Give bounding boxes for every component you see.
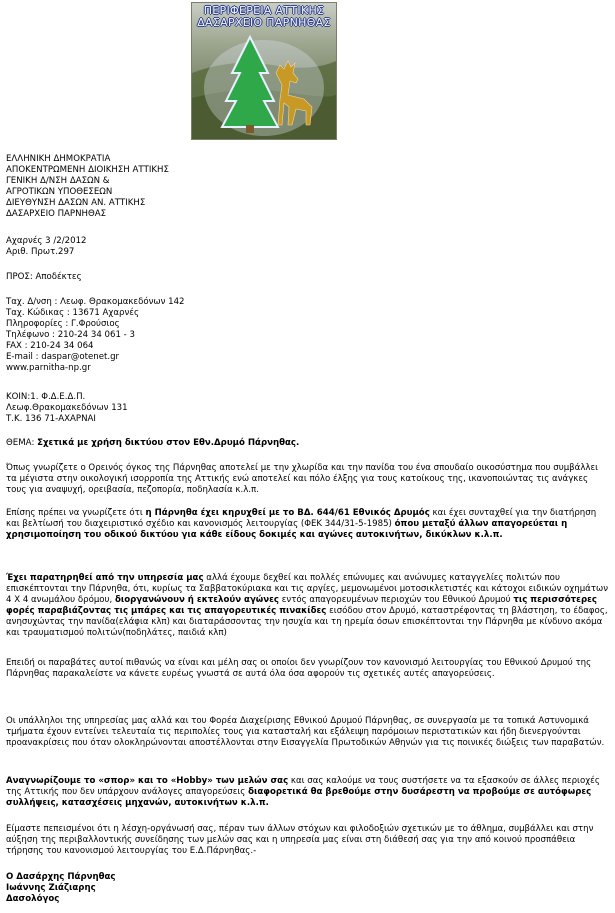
subject [6, 438, 612, 449]
paragraph-text: εισόδου στον Δρυμό, καταστρέφοντας τη βλάστηση, το έδαφος, ανησυχώντας την πανίδα(ελάφια κλπ) και διαταράσσοντας την ησυχία και τη ηρεμία όσων επισκέπτονται την Πάρνηθα με κίνδυνο ακόμα και τραυματισμού πολιτών(ποδηλάτες, παιδιά κλπ) [6, 606, 608, 638]
paragraph-text: αλλά έχουμε δεχθεί και πολλές επώνυμες και ανώνυμες καταγγελίες πολιτών που επισκέπτονται την Πάρνηθα, ότι, κυρίως τα Σαββατοκύριακα και τις αργίες, μεμονωμένοι μοτοσικλετιστές και κάτοχοι ειδικών οχημάτων 4 Χ 4 ανωμάλου δρόμου, [6, 573, 609, 605]
paragraph-text: Οι υπάλληλοι της υπηρεσίας μας αλλά και του Φορέα Διαχείρισης Εθνικού Δρυμού Πάρνηθας, σε συνεργασία με τα τοπικά Αστυνομικά τμήματα έχουν εντείνει τελευταία τις περιπολίες τους για κατασταλή και εξάλειψη παρόμοιων περιστατικών και ήδη διενεργούνται προανακρίσεις που όταν ολοκληρώνονται αποστέλλονται στην Εισαγγελία Πρωτοδικών Αθηνών για τις ποινικές διώξεις των παραβατών. [6, 716, 605, 748]
paragraph-4 [6, 658, 610, 680]
koin-block [6, 392, 612, 425]
subject-label: ΘΕΜΑ: [6, 438, 38, 448]
paragraph-2 [6, 508, 610, 541]
subject-text: Σχετικά με χρήση δικτύου στον Εθν.Δρυμό Πάρνηθας. [37, 438, 300, 448]
paragraph-emphasis: όπου μεταξύ άλλων απαγορεύεται η χρησιμοποίηση του οδικού δικτύου για κάθε είδους δοκιμές και αγώνες αυτοκινήτων, δικύκλων κ.λ.π. [6, 519, 568, 540]
paragraph-1 [6, 463, 610, 496]
paragraph-text: εντός απαγορευμένων περιοχών του Εθνικού Δρυμού [279, 595, 514, 605]
paragraph-6 [6, 776, 610, 809]
contact-address: Ταχ. Δ/νση : Λεωφ. Θρακομακεδόνων 142 [6, 297, 185, 307]
contact-email[interactable]: E-mail : daspar@otenet.gr [6, 352, 120, 362]
contact-block [6, 297, 612, 374]
contact-fax: FAX : 210-24 34 064 [6, 341, 94, 351]
paragraph-text: Επίσης πρέπει να γνωρίζετε ότι [6, 508, 146, 518]
paragraph-emphasis: διοργανώνουν ή εκτελούν αγώνες [115, 595, 280, 605]
contact-info: Πληροφορίες : Γ.Φρούσιος [6, 319, 120, 329]
paragraph-emphasis: διαφορετικά θα βρεθούμε στην δυσάρεστη να προβούμε σε αυτόφωρες συλλήψεις, κατασχέσεις μηχανών, αυτοκινήτων κ.λ.π. [6, 787, 592, 808]
letterhead-line: ΔΙΕΥΘΥΝΣΗ ΔΑΣΩΝ ΑΝ. ΑΤΤΙΚΗΣ [6, 198, 146, 208]
place-date: Αχαρνές 3 /2/2012 [6, 236, 87, 246]
contact-website[interactable]: www.parnitha-np.gr [6, 363, 91, 373]
dasarcheio-logo [191, 2, 337, 140]
logo-title-line2: ΔΑΣΑΡΧΕΙΟ ΠΑΡΝΗΘΑΣ [197, 16, 331, 29]
paragraph-text: Όπως γνωρίζετε ο Ορεινός όγκος της Πάρνηθας αποτελεί με την χλωρίδα και την πανίδα του ένα σπουδαίο οικοσύστημα που συμβάλλει τα μέγιστα στην οικολογική ισορροπία της Αττικής ενώ αποτελεί και πόλο έλξης για τους κατοίκους της, ικανοποιώντας τις ανάγκες τους για αναψυχή, ορειβασία, πεζοπορία, ποδηλασία κ.λ.π. [6, 463, 599, 495]
letterhead-line: ΑΠΟΚΕΝΤΡΩΜΕΝΗ ΔΙΟΙΚΗΣΗ ΑΤΤΙΚΗΣ [6, 165, 169, 175]
date-block [6, 236, 612, 258]
paragraph-text: Επειδή οι παραβάτες αυτοί πιθανώς να είναι και μέλη σας οι οποίοι δεν γνωρίζουν τον κανονισμό λειτουργίας του Εθνικού Δρυμού της Πάρνηθας παρακαλείστε να κάνετε ευρέως γνωστά σε αυτά όλα όσα αφορούν τις σχετικές αυτές απαγορεύσεις. [6, 658, 592, 679]
paragraph-text: και έχει συνταχθεί για την διατήρηση και βελτίωσή του διαχειριστικό σχέδιο και κανονισμός λειτουργίας (ΦΕΚ 344/31-5-1985) [6, 508, 597, 529]
signature-title: Ο Δασάρχης Πάρνηθας [6, 872, 116, 882]
paragraph-5 [6, 716, 610, 749]
paragraph-7 [6, 824, 610, 857]
signature-name: Ιωάννης Ζιάζιαρης [6, 883, 96, 893]
koin-line: Λεωφ.Θρακομακεδόνων 131 [6, 403, 128, 413]
koin-line: ΚΟΙΝ:1. Φ.Δ.Ε.Δ.Π. [6, 392, 86, 402]
paragraph-emphasis: Αναγνωρίζουμε το «σπορ» και το «Hobby» των μελών σας [6, 776, 289, 786]
letterhead [6, 154, 612, 220]
letterhead-line: ΕΛΛΗΝΙΚΗ ΔΗΜΟΚΡΑΤΙΑ [6, 154, 111, 164]
logo-title-line1: ΠΕΡΙΦΕΡΕΙΑ ΑΤΤΙΚΗΣ [203, 4, 325, 17]
signature-role: Δασολόγος [6, 894, 60, 904]
paragraph-emphasis: η Πάρνηθα έχει κηρυχθεί με το ΒΔ. 644/61 Εθνικός Δρυμός [145, 508, 430, 518]
letterhead-line: ΑΓΡΟΤΙΚΩΝ ΥΠΟΘΕΣΕΩΝ [6, 187, 113, 197]
letterhead-line: ΓΕΝΙΚΗ Δ/ΝΣΗ ΔΑΣΩΝ & [6, 176, 110, 186]
paragraph-text: και σας καλούμε να τους συστήσετε να τα εξασκούν σε άλλες περιοχές της Αττικής που δεν υπάρχουν ανάλογες απαγορεύσεις [6, 776, 600, 797]
paragraph-emphasis: Έχει παρατηρηθεί από την υπηρεσία μας [6, 573, 204, 583]
contact-phone: Τηλέφωνο : 210-24 34 061 - 3 [6, 330, 135, 340]
signature-block [6, 872, 612, 905]
recipient-line: ΠΡΟΣ: Αποδέκτες [6, 272, 82, 282]
protocol-number: Αριθ. Πρωτ.297 [6, 247, 75, 257]
paragraph-emphasis: τις περισσότερες φορές παραβιάζοντας τις μπάρες και τις απαγορευτικές πινακίδες [6, 595, 597, 616]
recipient [6, 272, 612, 283]
paragraph-text: Είμαστε πεπεισμένοι ότι η λέσχη-οργάνωσή σας, πέραν των άλλων στόχων και φιλοδοξιών σχετικών με το άθλημα, συμβάλλει και στην αύξηση της περιβαλλοντικής συνείδησης των μελών σας και η υπηρεσία μας είναι στη διάθεσή σας για την από κοινού προσπάθεια τήρησης του κανονισμού λειτουργίας του Ε.Δ.Πάρνηθας.- [6, 824, 594, 856]
paragraph-3 [6, 573, 610, 639]
koin-line: Τ.Κ. 136 71-ΑΧΑΡΝΑΙ [6, 414, 96, 424]
letterhead-line: ΔΑΣΑΡΧΕΙΟ ΠΑΡΝΗΘΑΣ [6, 209, 107, 219]
contact-postcode: Ταχ. Κώδικας : 13671 Αχαρνές [6, 308, 139, 318]
